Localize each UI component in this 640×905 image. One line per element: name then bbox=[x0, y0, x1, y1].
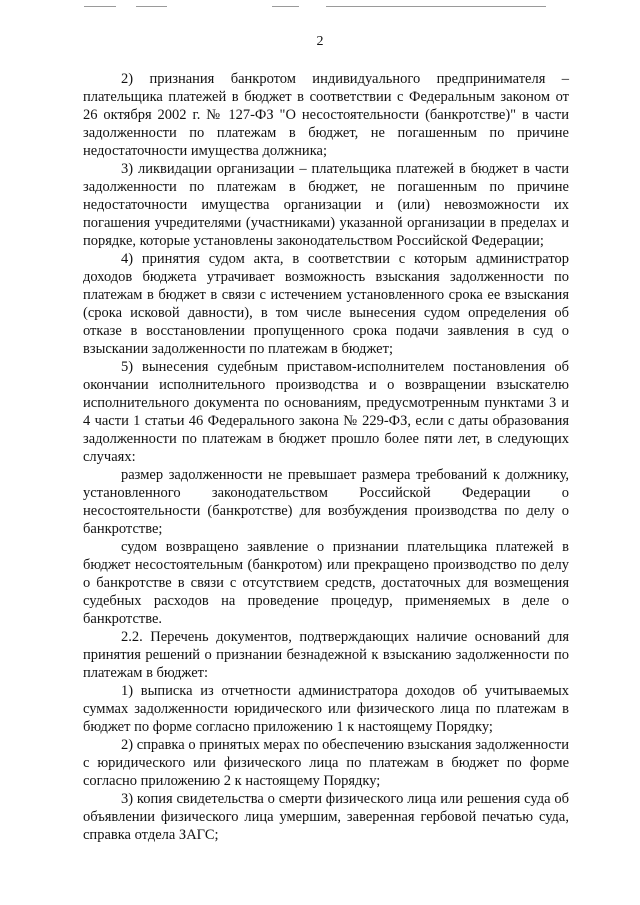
paragraph-item-2-bankruptcy-entrepreneur: 2) признания банкротом индивидуального предпринимателя – плательщика платежей в бюджет в соответствии с Федеральным законом от 26 октября 2002 г. № 127-ФЗ "О несостоятельности (банкротстве)" в части задолженности по платежам в бюджет, не погашенным по причине недостаточности имущества должника; bbox=[83, 71, 569, 159]
body-text bbox=[83, 70, 569, 844]
top-rule-left bbox=[84, 6, 116, 7]
top-rule-middle bbox=[136, 6, 167, 7]
paragraph-item-3-liquidation: 3) ликвидации организации – плательщика платежей в бюджет в части задолженности по платежам в бюджет, не погашенным по причине недостаточности имущества организации и (или) невозможности их погашения учредителями (участниками) указанной организации в пределах и порядке, которые установлены законодательством Российской Федерации; bbox=[83, 161, 569, 249]
page-number: 2 bbox=[316, 34, 324, 49]
top-rule-center bbox=[272, 6, 299, 7]
paragraph-item-4-court-act: 4) принятия судом акта, в соответствии с которым администратор доходов бюджета утрачивает возможность взыскания задолженности по платежам в бюджет в связи с истечением установленного срока ее взыскания (срока исковой давности), в том числе вынесения судом определения об отказе в восстановлении пропущенного срока подачи заявления в суд о взыскании задолженности по платежам в бюджет; bbox=[83, 251, 569, 357]
paragraph-doc-1-report-extract: 1) выписка из отчетности администратора доходов об учитываемых суммах задолженности юридического или физического лица по платежам в бюджет по форме согласно приложению 1 к настоящему Порядку; bbox=[83, 683, 569, 735]
paragraph-case-court-returned: судом возвращено заявление о признании плательщика платежей в бюджет несостоятельным (банкротом) или прекращено производство по делу о банкротстве в связи с отсутствием средств, достаточных для возмещения судебных расходов на проведение процедур, применяемых в деле о банкротстве. bbox=[83, 539, 569, 627]
paragraph-section-2-2-heading: 2.2. Перечень документов, подтверждающих наличие оснований для принятия решений о признании безнадежной к взысканию задолженности по платежам в бюджет: bbox=[83, 629, 569, 681]
top-rule-right bbox=[326, 6, 546, 7]
paragraph-case-debt-amount: размер задолженности не превышает размера требований к должнику, установленного законодательством Российской Федерации о несостоятельности (банкротстве) для возбуждения производства по делу о банкротстве; bbox=[83, 467, 569, 537]
paragraph-item-5-bailiff-decision: 5) вынесения судебным приставом-исполнителем постановления об окончании исполнительного производства и о возвращении взыскателю исполнительного документа по основаниям, предусмотренным пунктами 3 и 4 части 1 статьи 46 Федерального закона № 229-ФЗ, если с даты образования задолженности по платежам в бюджет прошло более пяти лет, в следующих случаях: bbox=[83, 359, 569, 465]
paragraph-doc-2-measures-certificate: 2) справка о принятых мерах по обеспечению взыскания задолженности с юридического или физического лица по платежам в бюджет по форме согласно приложению 2 к настоящему Порядку; bbox=[83, 737, 569, 789]
paragraph-doc-3-death-certificate: 3) копия свидетельства о смерти физического лица или решения суда об объявлении физического лица умершим, заверенная гербовой печатью суда, справка отдела ЗАГС; bbox=[83, 791, 569, 843]
